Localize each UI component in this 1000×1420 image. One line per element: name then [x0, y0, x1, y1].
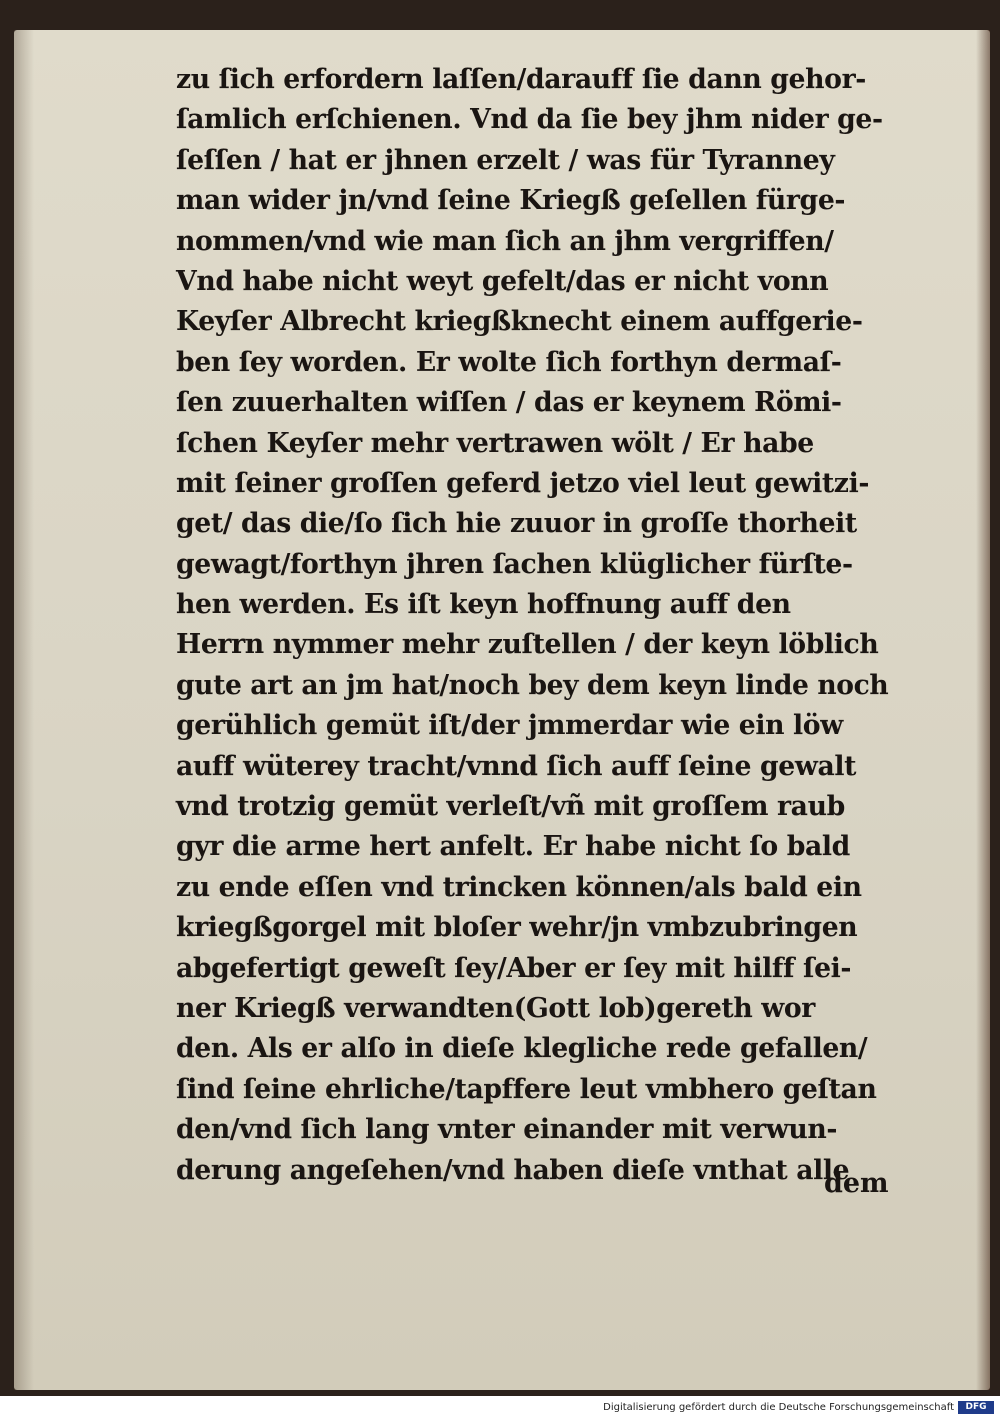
- text-line: gyr die arme hert anfelt. Er habe nicht ſo bald: [176, 831, 850, 863]
- funding-credit: Digitalisierung gefördert durch die Deutsche Forschungsgemeinschaft: [603, 1402, 954, 1413]
- text-line: gewagt/forthyn jhren ſachen klüglicher fürſte-: [176, 548, 853, 580]
- text-line: gute art an jm hat/noch bey dem keyn linde noch: [176, 669, 889, 701]
- dfg-logo: DFG: [958, 1401, 994, 1414]
- text-line: derung angeſehen/vnd haben dieſe vnthat alle: [176, 1154, 850, 1186]
- text-line: auff wüterey tracht/vnnd ſich auff ſeine gewalt: [176, 750, 857, 782]
- text-line: ner Kriegß verwandten(Gott lob)gereth wor: [176, 992, 815, 1024]
- text-line: kriegßgorgel mit bloſer wehr/jn vmbzubringen: [176, 912, 858, 944]
- text-line: Keyſer Albrecht kriegßknecht einem auffgerie-: [176, 306, 863, 338]
- body-text: [176, 60, 896, 1191]
- catchword: dem: [824, 1168, 889, 1199]
- text-line: ſamlich erſchienen. Vnd da ſie bey jhm nider ge-: [176, 104, 883, 136]
- text-line: ſchen Keyſer mehr vertrawen wölt / Er habe: [176, 427, 814, 459]
- text-line: hen werden. Es iſt keyn hoffnung auff den: [176, 589, 791, 621]
- gutter-shadow: [14, 30, 34, 1390]
- text-line: zu ſich erfordern laſſen/darauff ſie dann gehor-: [176, 64, 866, 95]
- text-line: den. Als er alſo in dieſe klegliche rede gefallen/: [176, 1033, 868, 1065]
- text-line: Herrn nymmer mehr zuſtellen / der keyn löblich: [176, 629, 879, 661]
- text-line: zu ende eſſen vnd trincken können/als bald ein: [176, 871, 862, 903]
- footer-bar: [0, 1396, 1000, 1420]
- text-line: abgefertigt geweſt ſey/Aber er ſey mit hilff ſei-: [176, 952, 852, 984]
- text-line: ſeſſen / hat er jhnen erzelt / was für Tyranney: [176, 144, 835, 176]
- text-line: ben ſey worden. Er wolte ſich forthyn dermaſ-: [176, 346, 842, 378]
- text-line: gerühlich gemüt iſt/der jmmerdar wie ein löw: [176, 710, 843, 742]
- text-line: nommen/vnd wie man ſich an jhm vergriffen/: [176, 225, 834, 257]
- text-line: ſen zuuerhalten wiſſen / das er keynem Römi-: [176, 387, 842, 419]
- text-line: den/vnd ſich lang vnter einander mit verwun-: [176, 1114, 838, 1146]
- text-line: ſind ſeine ehrliche/tapffere leut vmbhero geſtan: [176, 1073, 877, 1105]
- text-line: mit ſeiner groſſen geferd jetzo viel leut gewitzi-: [176, 467, 870, 499]
- text-line: get/ das die/ſo ſich hie zuuor in groſſe thorheit: [176, 508, 857, 540]
- text-line: Vnd habe nicht weyt gefelt/das er nicht vonn: [176, 265, 829, 297]
- text-line: man wider jn/vnd ſeine Kriegß geſellen fürge-: [176, 185, 846, 217]
- page-edge: [976, 30, 990, 1390]
- text-line: vnd trotzig gemüt verleſt/vñ mit groſſem raub: [176, 791, 845, 823]
